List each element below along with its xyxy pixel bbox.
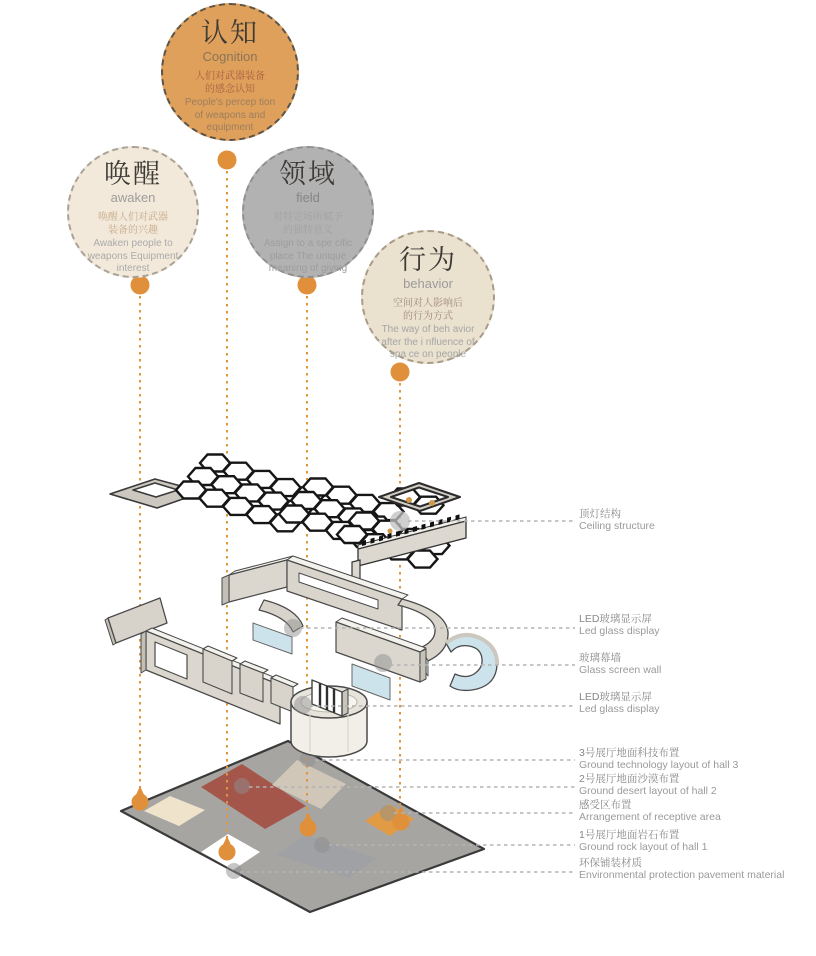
annotation-zh: 3号展厅地面科技布置 <box>579 747 680 759</box>
concept-title: 领域 <box>279 159 337 189</box>
annotation-glass-screen-wall <box>579 653 661 676</box>
concept-circle-behavior <box>361 230 495 364</box>
annotation-zh: LED玻璃显示屏 <box>579 613 652 625</box>
concept-title: 唤醒 <box>104 159 162 189</box>
concept-desc-zh: 唤醒人们对武器装备的兴趣 <box>98 212 168 236</box>
annotation-en: Led glass display <box>579 624 660 637</box>
annotation-zh: 环保铺装材质 <box>579 857 642 869</box>
dot-cognition <box>218 151 237 170</box>
annotation-zh: 1号展厅地面岩石布置 <box>579 829 680 841</box>
annotation-en: Ground rock layout of hall 1 <box>579 840 708 853</box>
concept-desc-zh: 对特定场所赋予的独特意义 <box>273 212 343 236</box>
annotation-led-glass-display-1 <box>579 614 660 637</box>
annotation-en: Arrangement of receptive area <box>579 810 721 823</box>
concept-desc-en: The way of beh avior after the i nfluence of spa ce on people <box>381 324 475 360</box>
wall-slot-window <box>287 556 408 630</box>
annotation-zh: 玻璃幕墙 <box>579 652 621 664</box>
concept-desc-en: Assign to a spe cific place The unique meaning of giving <box>263 238 353 274</box>
concept-title: 行为 <box>399 245 457 275</box>
concept-desc-en: Awaken people to weapons Equipment interest <box>87 238 179 274</box>
dot-field <box>298 276 317 295</box>
dot-awaken <box>131 276 150 295</box>
concept-subtitle: behavior <box>403 276 453 291</box>
concept-circle-awaken <box>67 146 199 278</box>
annotation-hall1-rock <box>579 830 707 853</box>
annotation-ceiling-structure <box>579 509 655 532</box>
annotation-hall3-technology <box>579 748 738 771</box>
annotation-en: Led glass display <box>579 702 660 715</box>
concept-subtitle: Cognition <box>202 49 258 64</box>
concept-subtitle: awaken <box>110 190 156 205</box>
leader-dot-ceiling <box>390 511 410 531</box>
dot-floor-awaken <box>132 786 149 811</box>
annotation-zh: 感受区布置 <box>579 799 632 811</box>
annotation-pavement-material <box>579 858 784 881</box>
concept-subtitle: field <box>296 190 320 205</box>
annotation-en: Environmental protection pavement material <box>579 868 785 881</box>
concept-title: 认知 <box>201 18 259 48</box>
annotation-zh: 2号展厅地面沙漠布置 <box>579 773 680 785</box>
glass-curve-shell <box>446 635 497 691</box>
dot-behavior <box>391 363 410 382</box>
annotation-en: Ground desert layout of hall 2 <box>579 784 717 797</box>
annotation-zh: LED玻璃显示屏 <box>579 691 652 703</box>
annotation-receptive-area <box>579 800 721 823</box>
annotation-en: Glass screen wall <box>579 663 662 676</box>
annotation-led-glass-display-2 <box>579 692 660 715</box>
concept-circle-field <box>242 146 374 278</box>
annotation-en: Ground technology layout of hall 3 <box>579 758 739 771</box>
wall-back-left <box>222 556 293 605</box>
concept-circle-cognition <box>161 3 299 141</box>
annotation-zh: 顶灯结构 <box>579 508 621 520</box>
annotation-hall2-desert <box>579 774 717 797</box>
concept-desc-zh: 人们对武器装备的感念认知 <box>195 71 265 95</box>
concept-desc-en: People's percep tion of weapons and equipment <box>184 97 276 133</box>
concept-desc-zh: 空间对人影响后的行为方式 <box>393 298 463 322</box>
annotation-en: Ceiling structure <box>579 519 655 532</box>
